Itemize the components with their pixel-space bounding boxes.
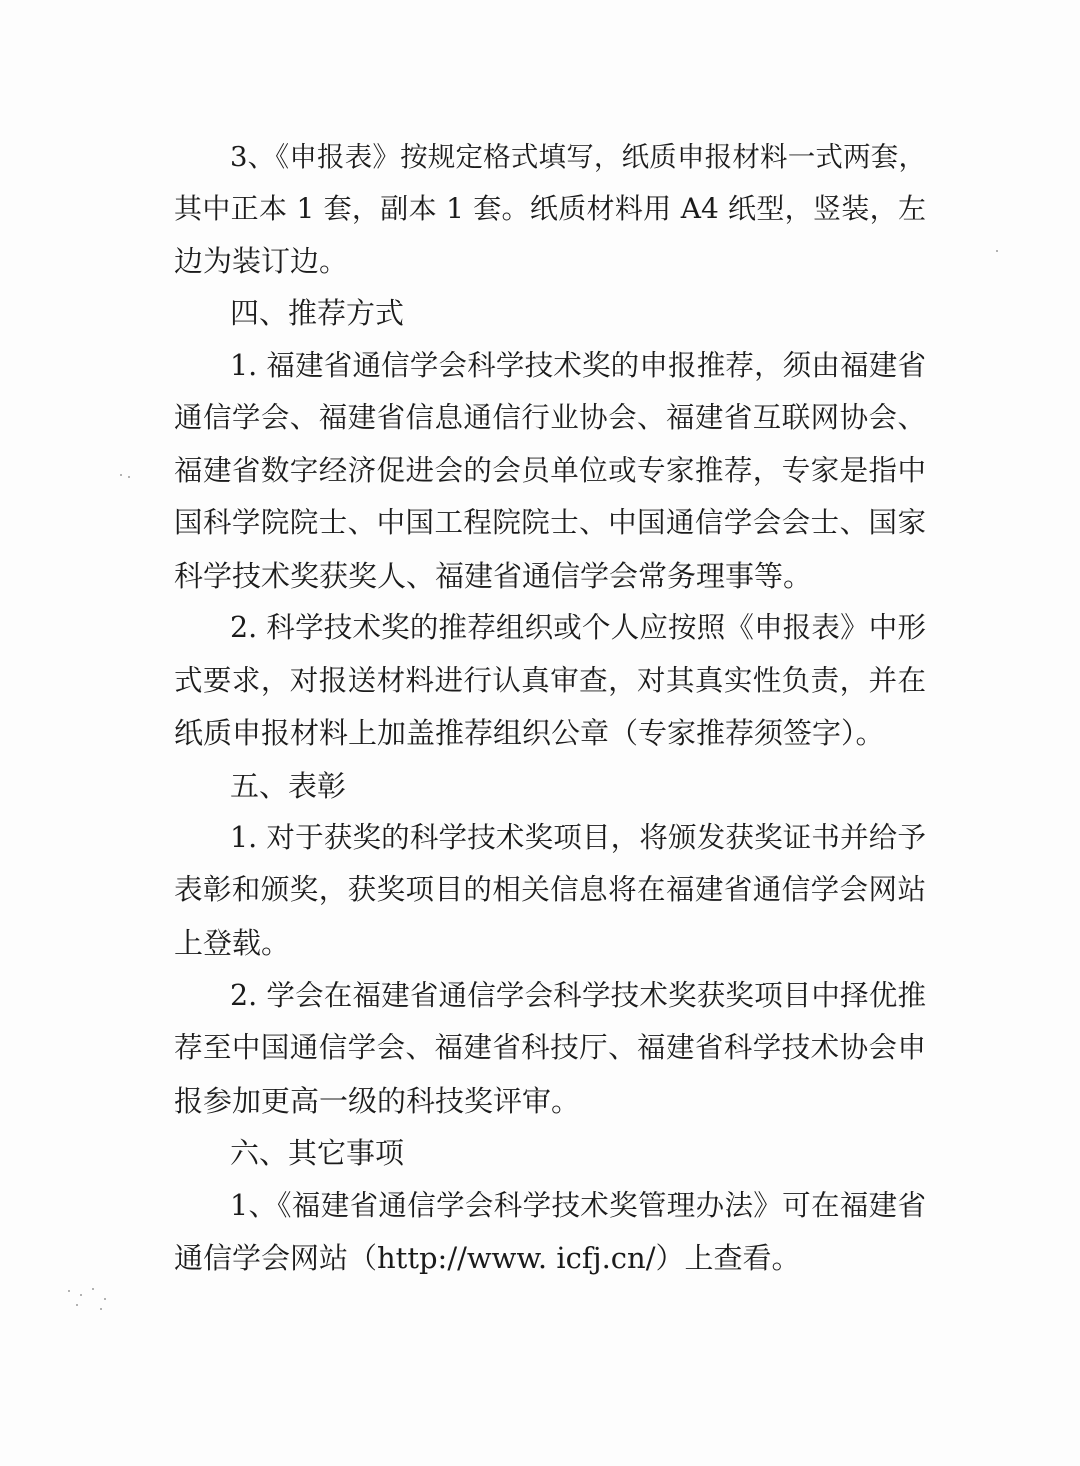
scan-speck <box>92 1288 94 1290</box>
para-com2-line-3: 报参加更高一级的科技奖评审。 <box>174 1084 581 1118</box>
para-rec1-line-2: 通信学会、福建省信息通信行业协会、福建省互联网协会、 <box>174 401 926 434</box>
para-other1-line-2: 通信学会网站（http://www. icfj.cn/）上查看。 <box>174 1241 801 1275</box>
para-rec2-line-1: 2. 科学技术奖的推荐组织或个人应按照《申报表》中形 <box>230 611 926 644</box>
para-com1-line-3: 上登载。 <box>174 926 291 960</box>
para-3-line-3: 边为装订边。 <box>174 244 349 278</box>
para-com2-line-2: 荐至中国通信学会、福建省科技厅、福建省科学技术协会申 <box>174 1031 926 1064</box>
scan-speck <box>68 1290 70 1292</box>
para-com1-line-1: 1. 对于获奖的科学技术奖项目，将颁发获奖证书并给予 <box>230 821 926 854</box>
para-3-line-2: 其中正本 1 套，副本 1 套。纸质材料用 A4 纸型，竖装，左 <box>174 192 926 225</box>
para-3-line-1: 3、《申报表》按规定格式填写，纸质申报材料一式两套， <box>230 141 926 173</box>
scan-speck <box>120 474 122 476</box>
section-heading-other: 六、其它事项 <box>230 1136 405 1170</box>
para-other1-line-1: 1、《福建省通信学会科学技术奖管理办法》可在福建省 <box>230 1189 926 1222</box>
para-com2-line-1: 2. 学会在福建省通信学会科学技术奖获奖项目中择优推 <box>230 979 926 1012</box>
para-rec2-line-3: 纸质申报材料上加盖推荐组织公章（专家推荐须签字）。 <box>174 716 885 750</box>
para-rec1-line-1: 1. 福建省通信学会科学技术奖的申报推荐，须由福建省 <box>230 349 926 382</box>
section-heading-commendation: 五、表彰 <box>230 769 347 803</box>
section-heading-recommendation: 四、推荐方式 <box>230 296 405 330</box>
scan-speck <box>996 250 998 252</box>
para-rec2-line-2: 式要求，对报送材料进行认真审查，对其真实性负责，并在 <box>174 664 926 697</box>
para-com1-line-2: 表彰和颁奖，获奖项目的相关信息将在福建省通信学会网站 <box>174 873 926 906</box>
scan-speck <box>100 1308 102 1310</box>
scan-speck <box>104 1298 106 1300</box>
para-rec1-line-3: 福建省数字经济促进会的会员单位或专家推荐，专家是指中 <box>174 454 926 487</box>
para-rec1-line-5: 科学技术奖获奖人、福建省通信学会常务理事等。 <box>174 559 813 593</box>
para-rec1-line-4: 国科学院院士、中国工程院院士、中国通信学会会士、国家 <box>174 506 926 539</box>
scan-speck <box>80 1294 82 1296</box>
scan-speck <box>128 476 130 478</box>
scan-speck <box>76 1304 78 1306</box>
